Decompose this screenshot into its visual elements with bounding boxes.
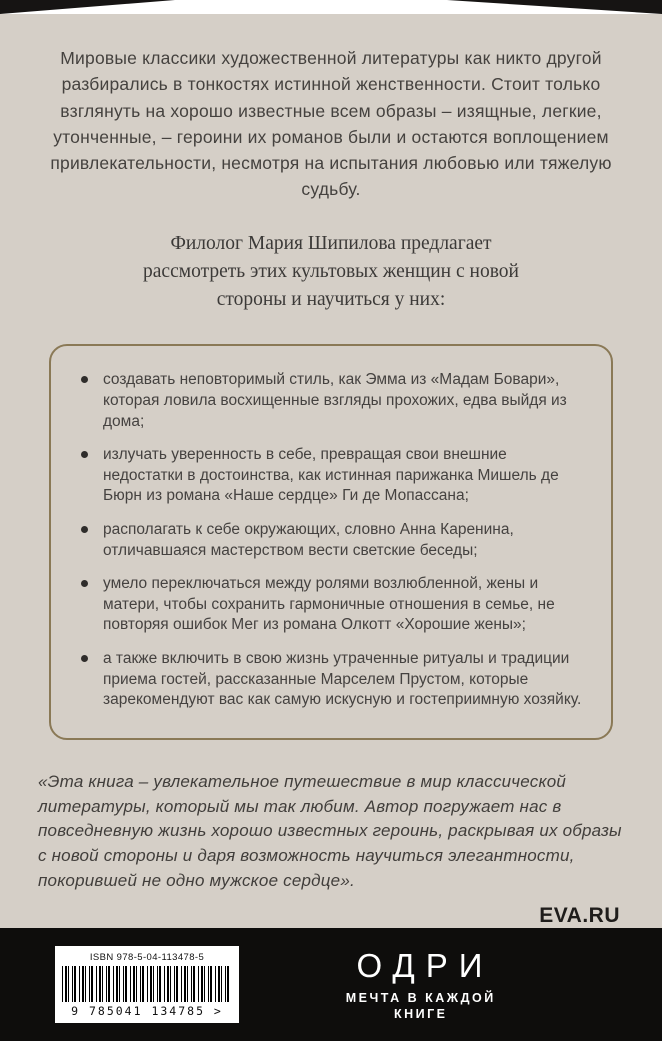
publisher-logo: ОДРИ: [356, 947, 494, 985]
bullet-dot-icon: [81, 526, 88, 533]
photo-corner-left: [0, 0, 175, 14]
list-item: [81, 520, 587, 561]
photo-corner-right: [447, 0, 662, 14]
highlights-list: [81, 370, 587, 711]
list-item: [81, 370, 587, 432]
footer-bar: [0, 928, 662, 1041]
bullet-dot-icon: [81, 580, 88, 587]
highlights-box: [49, 344, 613, 740]
list-item-text: умело переключаться между ролями возлюбленной, жены и матери, чтобы сохранить гармоничные отношения в семье, не повторяя ошибок Мег из романа Олкотт «Хорошие жены»;: [103, 575, 555, 634]
cover-body: [0, 14, 662, 1041]
list-item-text: создавать неповторимый стиль, как Эмма из «Мадам Бовари», которая ловила восхищенные взгляды прохожих, едва выйдя из дома;: [103, 371, 567, 430]
publisher-tagline-line1: МЕЧТА В КАЖДОЙ: [345, 991, 496, 1006]
bullet-dot-icon: [81, 451, 88, 458]
barcode-panel: [55, 946, 239, 1023]
photo-top-edge: [0, 0, 662, 14]
review-quote: «Эта книга – увлекательное путешествие в мир классической литературы, который мы так любим. Автор погружает нас в повседневную жизнь хорошо известных героинь, раскрывая их образы с новой стороны и даря возможность научиться элегантности, покорившей не одно мужское сердце».: [38, 771, 622, 891]
list-item: [81, 445, 587, 507]
barcode: [62, 966, 232, 1002]
list-item-text: а также включить в свою жизнь утраченные ритуалы и традиции приема гостей, рассказанные Марселем Прустом, которые зарекомендуют вас как самую искусную и гостеприимную хозяйку.: [103, 650, 582, 709]
list-item: [81, 574, 587, 636]
list-item-text: излучать уверенность в себе, превращая свои внешние недостатки в достоинства, как истинная парижанка Мишель де Бюрн из романа «Наше сердце» Ги де Мопассана;: [103, 446, 559, 505]
intro-paragraph: Мировые классики художественной литературы как никто другой разбирались в тонкостях истинной женственности. Стоит только взглянуть на хорошо известные всем образы – изящные, легкие, утонченные, – героини их романов были и остаются воплощением привлекательности, несмотря на испытания любовью или тяжелую судьбу.: [50, 48, 612, 200]
publisher-block: [239, 947, 662, 1021]
list-item-text: располагать к себе окружающих, словно Анна Каренина, отличавшаяся мастерством вести светские беседы;: [103, 520, 514, 559]
isbn-label: ISBN 978-5-04-113478-5: [89, 951, 205, 963]
lead-paragraph: Филолог Мария Шипилова предлагает рассмотреть этих культовых женщин с новой стороны и научиться у них:: [143, 232, 519, 311]
barcode-digits: 9 785041 134785 >: [71, 1003, 223, 1018]
publisher-tagline-line2: КНИГЕ: [393, 1007, 448, 1022]
list-item: [81, 649, 587, 711]
bullet-dot-icon: [81, 655, 88, 662]
review-source: EVA.RU: [539, 903, 620, 927]
bullet-dot-icon: [81, 376, 88, 383]
